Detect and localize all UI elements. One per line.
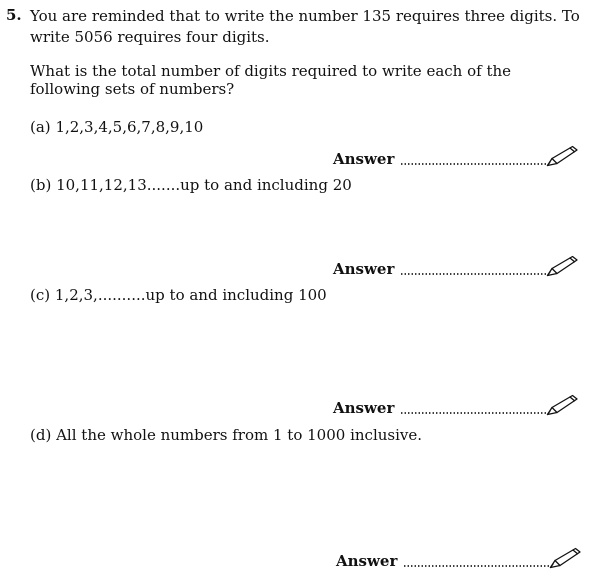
part-a-answer[interactable] (333, 144, 580, 168)
part-d-answer-label: Answer (336, 552, 398, 570)
part-b-label: (b) (30, 176, 52, 194)
part-b-answer-line[interactable] (400, 273, 548, 275)
part-d-answer[interactable] (336, 546, 583, 570)
part-c-answer-line[interactable] (400, 412, 548, 414)
part-a-answer-label: Answer (333, 150, 395, 168)
part-c-answer[interactable] (333, 393, 580, 417)
part-c-label: (c) (30, 286, 51, 304)
part-d (30, 426, 422, 444)
pencil-icon (546, 393, 580, 417)
pencil-icon (549, 546, 583, 570)
part-a-text: 1,2,3,4,5,6,7,8,9,10 (55, 118, 204, 136)
part-b (30, 176, 352, 194)
question-intro-line-1: You are reminded that to write the number 135 requires three digits. To (30, 7, 580, 25)
part-a-answer-line[interactable] (400, 163, 548, 165)
part-b-answer[interactable] (333, 254, 580, 278)
question-number: 5. (6, 6, 22, 24)
pencil-icon (546, 254, 580, 278)
part-d-label: (d) (30, 426, 52, 444)
part-b-answer-label: Answer (333, 260, 395, 278)
pencil-icon (546, 144, 580, 168)
part-c (30, 286, 327, 304)
part-a-label: (a) (30, 118, 51, 136)
part-d-text: All the whole numbers from 1 to 1000 inclusive. (56, 426, 423, 444)
part-a (30, 118, 203, 136)
part-d-answer-line[interactable] (403, 565, 551, 567)
question-prompt-line-2: following sets of numbers? (30, 80, 235, 98)
part-b-text: 10,11,12,13.......up to and including 20 (56, 176, 352, 194)
question-intro-line-2: write 5056 requires four digits. (30, 28, 270, 46)
part-c-answer-label: Answer (333, 399, 395, 417)
part-c-text: 1,2,3,..........up to and including 100 (54, 286, 327, 304)
question-prompt-line-1: What is the total number of digits required to write each of the (30, 62, 512, 80)
